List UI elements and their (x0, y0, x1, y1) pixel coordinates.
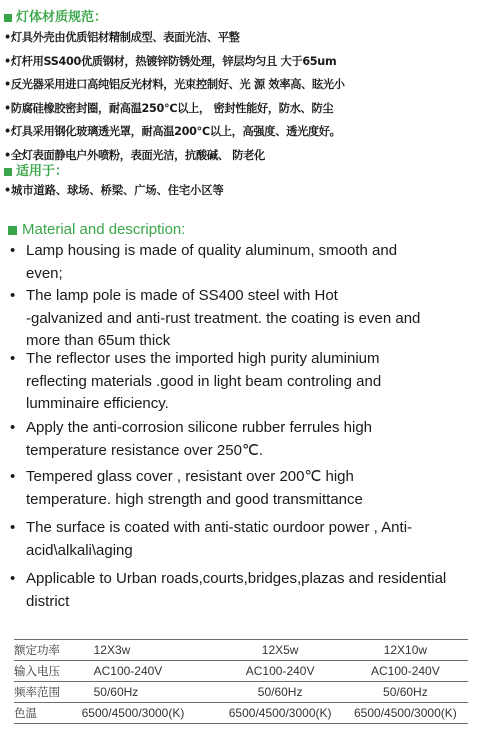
square-bullet-icon (4, 168, 12, 176)
cn-spec-item: •防腐硅橡胶密封圈，耐高温250℃以上， 密封性能好，防水、防尘 (4, 101, 334, 115)
row-label: 色温 (14, 703, 80, 724)
table-cell: 50/60Hz (80, 682, 218, 703)
en-item (10, 568, 476, 613)
row-label: 输入电压 (14, 661, 80, 682)
cn-section-title-text: 灯体材质规范： (16, 10, 108, 25)
en-item-line: acid\alkali\aging (26, 541, 133, 559)
en-item-line: lumminaire efficiency. (26, 395, 169, 412)
row-label: 额定功率 (14, 640, 80, 661)
table-cell: 50/60Hz (218, 682, 343, 703)
cn-apply-title (4, 160, 68, 179)
en-item-line: reflecting materials .good in light beam controling and (26, 372, 382, 390)
table-row (14, 703, 468, 724)
bullet-icon: • (10, 419, 16, 436)
en-item (10, 417, 476, 462)
en-item-line: Tempered glass cover , resistant over 200℃ high (26, 468, 354, 485)
en-item (10, 285, 476, 353)
bullet-icon: • (10, 287, 16, 304)
cn-apply-item: •城市道路、球场、桥梁、广场、住宅小区等 (4, 184, 224, 197)
table-cell: 6500/4500/3000(K) (343, 703, 468, 724)
en-item (10, 517, 476, 562)
en-item-line: The surface is coated with anti-static ourdoor power , Anti- (26, 519, 413, 536)
en-item-line: Apply the anti-corrosion silicone rubber ferrules high (26, 419, 373, 436)
bullet-icon: • (10, 468, 16, 485)
bullet-icon: • (10, 350, 16, 367)
cn-spec-list (4, 26, 474, 168)
cn-apply-title-text: 适用于： (16, 164, 69, 179)
en-item (10, 240, 476, 285)
cn-spec-item: •全灯表面静电户外喷粉，表面光洁，抗酸碱、 防老化 (4, 148, 265, 162)
en-section-title-text: Material and description: (22, 221, 186, 238)
table-row (14, 640, 468, 661)
en-item-line: The lamp pole is made of SS400 steel with Hot (26, 287, 338, 304)
cn-spec-item: •反光器采用进口高纯铝反光材料，光束控制好、光 源 效率高、眩光小 (4, 78, 345, 92)
en-item-line: Lamp housing is made of quality aluminum, smooth and (26, 242, 398, 259)
en-item-line: The reflector uses the imported high purity aluminium (26, 350, 380, 367)
table-row (14, 661, 468, 682)
table-cell: 50/60Hz (343, 682, 468, 703)
square-bullet-icon (4, 14, 12, 22)
cn-spec-item: •灯具采用钢化玻璃透光罩，耐高温200℃以上，高强度、透光度好。 (4, 125, 341, 139)
en-item-line: Applicable to Urban roads,courts,bridges,plazas and residential (26, 570, 447, 587)
en-item-line: district (26, 592, 70, 610)
table-cell: AC100-240V (80, 661, 218, 682)
square-bullet-icon (8, 226, 17, 235)
spec-table (14, 639, 468, 724)
en-item (10, 348, 476, 416)
table-cell: 12X10w (343, 640, 468, 661)
bullet-icon: • (10, 570, 16, 587)
table-cell: AC100-240V (218, 661, 343, 682)
table-cell: 6500/4500/3000(K) (80, 703, 218, 724)
en-item (10, 466, 476, 511)
cn-apply-list (4, 181, 224, 201)
table-cell: 6500/4500/3000(K) (218, 703, 343, 724)
table-cell: AC100-240V (343, 661, 468, 682)
en-item-line: -galvanized and anti-rust treatment. the coating is even and (26, 309, 421, 327)
cn-spec-item: •灯杆用SS400优质钢材，热镀锌防锈处理，锌层均匀且 大于65um (4, 54, 337, 68)
en-item-line: temperature. high strength and good transmittance (26, 490, 363, 508)
row-label: 频率范围 (14, 682, 80, 703)
bullet-icon: • (10, 242, 16, 259)
table-row (14, 682, 468, 703)
cn-section-title (4, 6, 107, 25)
cn-spec-item: •灯具外壳由优质铝材精制成型、表面光洁、平整 (4, 31, 240, 44)
en-section-title (8, 221, 185, 238)
en-item-line: even; (26, 264, 63, 282)
table-cell: 12X3w (80, 640, 218, 661)
en-item-line: more than 65um thick (26, 332, 171, 349)
bullet-icon: • (10, 519, 16, 536)
en-item-line: temperature resistance over 250℃. (26, 441, 263, 459)
table-cell: 12X5w (218, 640, 343, 661)
